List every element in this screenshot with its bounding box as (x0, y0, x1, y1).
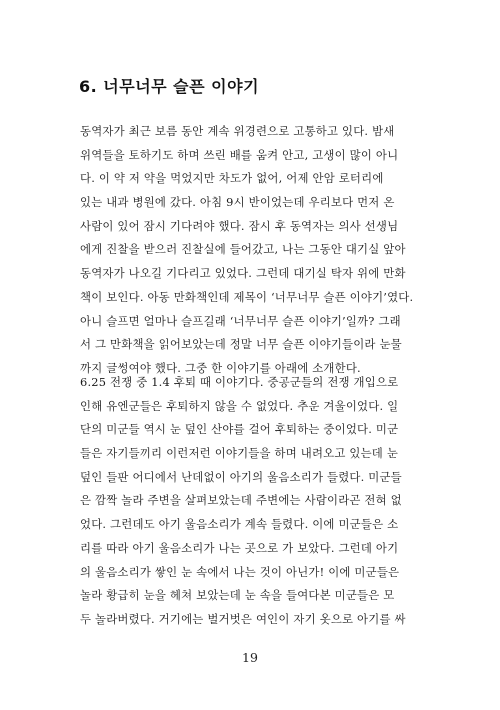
text-line: 서 그 만화책을 읽어보았는데 정말 너무 슬픈 이야기들이라 눈물 (80, 337, 402, 352)
text-line: 의 울음소리가 쌓인 눈 속에서 나는 것이 아닌가! 이에 미군들은 (80, 564, 400, 579)
paragraph-2 (80, 371, 432, 632)
text-line: 은 깜짝 놀라 주변을 살펴보았는데 주변에는 사람이라곤 전혀 없 (80, 493, 402, 508)
text-line: 6.25 전쟁 중 1.4 후퇴 때 이야기다. 중공군들의 전쟁 개입으로 (80, 375, 399, 389)
text-line: 있는 내과 병원에 갔다. 아침 9시 반이었는데 우리보다 먼저 온 (80, 195, 395, 210)
chapter-title: 6. 너무너무 슬픈 이야기 (79, 77, 260, 96)
text-line: 까지 글썽여야 했다. 그중 한 이야기를 아래에 소개한다. (80, 360, 361, 375)
text-line: 사람이 있어 잠시 기다려야 했다. 잠시 후 동역자는 의사 선생님 (80, 218, 399, 233)
text-line: 었다. 그런데도 아기 울음소리가 계속 들렸다. 이에 미군들은 소 (80, 517, 399, 532)
paragraph-1 (80, 120, 432, 381)
page-number: 19 (242, 650, 258, 665)
text-line: 들은 자기들끼리 이런저런 이야기들을 하며 내려오고 있는데 눈 (80, 446, 399, 461)
text-line: 책이 보인다. 아동 만화책인데 제목이 ‘너무너무 슬픈 이야기’였다. (80, 289, 414, 304)
text-line: 동역자가 최근 보름 동안 계속 위경련으로 고통하고 있다. 밤새 (80, 124, 395, 138)
text-line: 단의 미군들 역시 눈 덮인 산야를 걸어 후퇴하는 중이었다. 미군 (80, 422, 399, 437)
text-line: 리를 따라 아기 울음소리가 나는 곳으로 가 보았다. 그런데 아기 (80, 540, 399, 555)
text-line: 덮인 들판 어디에서 난데없이 아기의 울음소리가 들렸다. 미군들 (80, 469, 402, 484)
text-line: 놀라 황급히 눈을 헤쳐 보았는데 눈 속을 들여다본 미군들은 모 (80, 588, 395, 603)
text-line: 아니 슬프면 얼마나 슬프길래 ‘너무너무 슬픈 이야기’일까? 그래 (80, 313, 401, 328)
text-line: 에게 진찰을 받으러 진찰실에 들어갔고, 나는 그동안 대기실 앞아 (80, 242, 406, 257)
text-line: 두 놀라버렸다. 거기에는 벌거벗은 여인이 자기 옷으로 아기를 싸 (80, 611, 406, 626)
text-line: 다. 이 약 저 약을 먹었지만 차도가 없어, 어제 안암 로터리에 (80, 171, 384, 186)
text-line: 인해 유엔군들은 후퇴하지 않을 수 없었다. 추운 겨울이었다. 일 (80, 398, 399, 413)
text-line: 위역들을 토하기도 하며 쓰린 배를 움켜 안고, 고생이 많이 아니 (80, 147, 399, 162)
text-line: 동역자가 나오길 기다리고 있었다. 그런데 대기실 탁자 위에 만화 (80, 266, 406, 281)
